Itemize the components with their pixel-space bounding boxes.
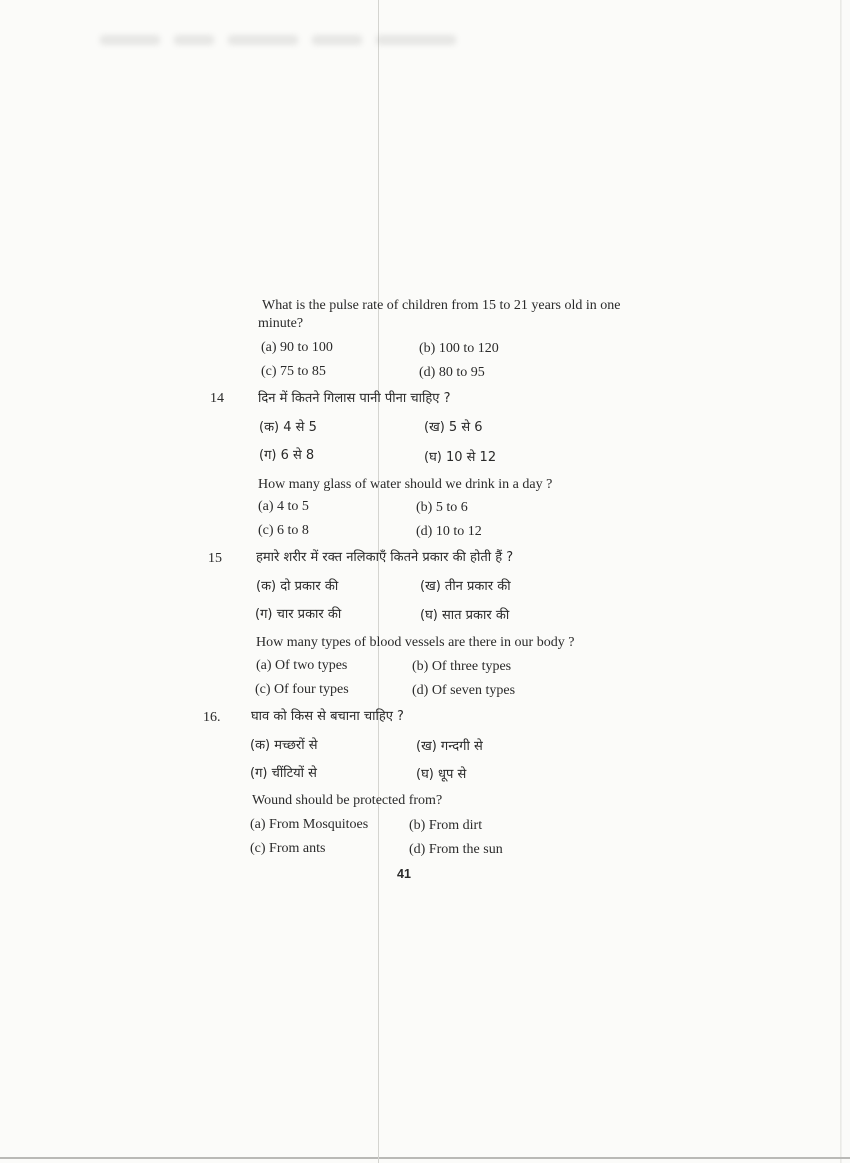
q16-option-gha: (घ) धूप से (416, 767, 467, 782)
q16-option-ga: (ग) चींटियों से (250, 766, 317, 781)
q15-option-ka: (क) दो प्रकार की (256, 579, 339, 594)
page-fold-line (378, 0, 379, 1163)
page-edge-bottom (0, 1157, 850, 1159)
q16-option-d: (d) From the sun (409, 842, 503, 857)
q15-option-b: (b) Of three types (412, 659, 512, 674)
q13-option-a: (a) 90 to 100 (261, 340, 333, 355)
question-14-english-text: How many glass of water should we drink in a day ? (258, 477, 553, 492)
question-14-hindi-text: दिन में कितने गिलास पानी पीना चाहिए ? (258, 391, 451, 406)
q14-option-b: (b) 5 to 6 (416, 500, 468, 515)
question-16-english-text: Wound should be protected from? (252, 793, 443, 808)
faint-bleedthrough-header (100, 30, 540, 54)
q14-option-kha: (ख) 5 से 6 (424, 420, 483, 435)
q15-option-d: (d) Of seven types (412, 683, 516, 698)
question-14-number: 14 (210, 391, 224, 406)
q16-option-kha: (ख) गन्दगी से (416, 739, 483, 754)
page-number: 41 (397, 867, 411, 881)
q14-option-ka: (क) 4 से 5 (259, 420, 317, 435)
q15-option-gha: (घ) सात प्रकार की (420, 608, 510, 623)
q16-option-a: (a) From Mosquitoes (250, 817, 369, 832)
q13-option-c: (c) 75 to 85 (261, 364, 326, 379)
q13-option-d: (d) 80 to 95 (419, 365, 485, 380)
q14-option-a: (a) 4 to 5 (258, 499, 309, 514)
q15-option-ga: (ग) चार प्रकार की (255, 607, 342, 622)
q14-option-c: (c) 6 to 8 (258, 523, 309, 538)
question-15-english-text: How many types of blood vessels are there in our body ? (256, 635, 575, 650)
q16-option-b: (b) From dirt (409, 818, 483, 833)
q14-option-ga: (ग) 6 से 8 (259, 448, 315, 463)
q16-option-ka: (क) मच्छरों से (250, 738, 318, 753)
page-edge-right (840, 0, 842, 1163)
question-16-number: 16. (203, 710, 221, 725)
q13-option-b: (b) 100 to 120 (419, 341, 499, 356)
q15-option-kha: (ख) तीन प्रकार की (420, 579, 511, 594)
q14-option-d: (d) 10 to 12 (416, 524, 482, 539)
question-15-number: 15 (208, 551, 222, 566)
question-13-text-line2: minute? (258, 316, 304, 331)
question-15-hindi-text: हमारे शरीर में रक्त नलिकाएँ कितने प्रकार की होती हैं ? (256, 550, 514, 565)
q14-option-gha: (घ) 10 से 12 (424, 450, 497, 465)
q15-option-c: (c) Of four types (255, 682, 349, 697)
question-13-text-line1: What is the pulse rate of children from 15 to 21 years old in one (262, 298, 621, 313)
q15-option-a: (a) Of two types (256, 658, 348, 673)
question-16-hindi-text: घाव को किस से बचाना चाहिए ? (251, 709, 404, 724)
q16-option-c: (c) From ants (250, 841, 326, 856)
